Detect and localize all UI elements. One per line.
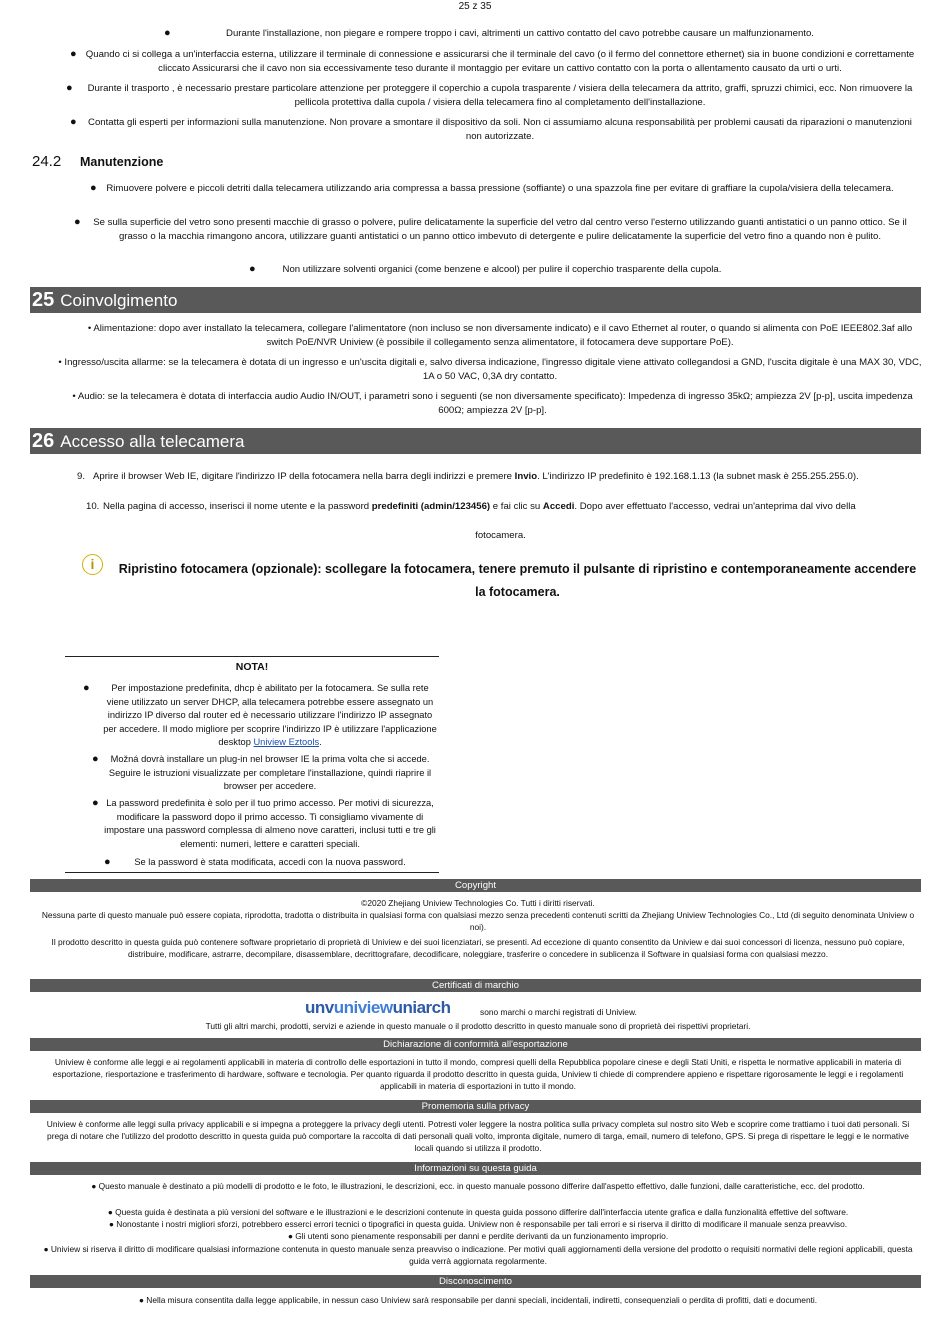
section-title: Manutenzione (80, 155, 164, 169)
note-bullet: ● La password predefinita è solo per il tuo primo accesso. Per motivi di sicurezza, modificare la password dopo il primo accesso. Ti consigliamo vivamente di impostare una password complessa di almeno nove caratteri, inclusi tutti e tre gli elementi: numeri, lettere e caratteri speciali. (92, 797, 436, 849)
bullet-icon: ● (104, 856, 111, 868)
bullet-icon: ● (108, 1219, 117, 1229)
copyright-line: Nessuna parte di questo manuale può essere copiata, riprodotta, tradotta o distribuita in qualsiasi forma con qualsiasi mezzo senza precedenti contenuti scritti da Zhejiang Uniview Technologies Co., Ltd (di seguito denominata Uniview o noi). (41, 910, 915, 933)
step-9: Aprire il browser Web IE, digitare l'indirizzo IP della fotocamera nella barra degli indirizzi e premere Invio. L'indirizzo IP predefinito è 192.168.1.13 (la subnet mask è 255.255.255.0). (93, 471, 859, 482)
export-text: Uniview è conforme alle leggi e ai regolamenti applicabili in materia di controllo delle esportazioni in tutto il mondo, compresi quelli della Repubblica popolare cinese e degli Stati Uniti, e rispetta le normative applicabili in materia di esportazione, riesportazione e trasferimento di hardware, software e tecnologia. Per quanto riguarda il prodotto descritto in questa guida, Uniview ti chiede di comprendere appieno e rispettare rigorosamente le leggi e i regolamenti applicabili in materia di esportazioni in tutto il mondo. (52, 1057, 904, 1092)
bullet-icon: ● (70, 48, 77, 60)
bullet-icon: ● (74, 216, 81, 228)
note-bullet: ● Per impostazione predefinita, dhcp è abilitato per la fotocamera. Se sulla rete viene utilizzato un server DHCP, alla telecamera potrebbe essere assegnato un indirizzo IP diverso dal router ed è necessario utilizzare l'indirizzo IP assegnato per accedere. Il modo migliore per scoprire l'indirizzo IP è utilizzare l'applicazione desktop Uniview Eztools. (83, 682, 437, 748)
note-title: NOTA! (235, 661, 269, 673)
disclaimer-header: Disconoscimento (30, 1275, 921, 1288)
reset-instruction: Ripristino fotocamera (opzionale): scollegare la fotocamera, tenere premuto il pulsante di ripristino e contemporaneamente accendere la fotocamera. (118, 562, 917, 599)
about-bullet: ● Questo manuale è destinato a più modelli di prodotto e le foto, le illustrazioni, le descrizioni, ecc. in questo manuale possono differire dall'aspetto effettivo, dalle funzioni, dalle caratteristiche, ecc. del prodotto. (91, 1181, 865, 1191)
copyright-header: Copyright (30, 879, 921, 892)
step-10-number: 10. (86, 501, 100, 512)
connection-item: • Ingresso/uscita allarme: se la telecamera è dotata di un ingresso e un'uscita digitali e, salvo diversa indicazione, l'ingresso digitale viene attivato collegandosi a GND, l'uscita digitale è una MAX 30, VDC, 1A o 50 VAC, 0,3A dry contatto. (58, 357, 922, 382)
about-bullet: ● Nonostante i nostri migliori sforzi, potrebbero esserci errori tecnici o tipografici in questa guida. Uniview non è responsabile per tali errori e si riserva il diritto di modificare il manuale senza preavviso. (108, 1219, 848, 1229)
step-10-continuation: fotocamera. (475, 530, 526, 541)
maintenance-bullet: ● Rimuovere polvere e piccoli detriti dalla telecamera utilizzando aria compressa a bassa pressione (soffiante) o una spazzola fine per evitare di graffiare la cupola/visiera della telecamera. (90, 182, 894, 194)
bullet-icon: ● (138, 1295, 147, 1305)
step-10: Nella pagina di accesso, inserisci il nome utente e la password predefiniti (admin/123456) e fai clic su Accedi. Dopo aver effettuato l'accesso, vedrai un'anteprima dal vivo della (103, 501, 856, 512)
privacy-text: Uniview è conforme alle leggi sulla privacy applicabili e si impegna a proteggere la privacy degli utenti. Potresti voler leggere la nostra politica sulla privacy completa sul nostro sito Web e scoprire come trattiamo i tuoi dati personali. Si prega di notare che l'utilizzo del prodotto descritto in questa guida può comportare la raccolta di dati personali quali volto, impronta digitale, numero di targa, email, numero di telefono, GPS. Si prega di rispettare le leggi e le normative locali quando si utilizza il prodotto. (46, 1119, 910, 1154)
note-bullet: ● Se la password è stata modificata, accedi con la nuova password. (104, 856, 406, 868)
bullet-icon: ● (43, 1244, 51, 1254)
bullet-icon: ● (70, 116, 77, 128)
privacy-header: Promemoria sulla privacy (30, 1100, 921, 1113)
connection-item: • Audio: se la telecamera è dotata di interfaccia audio Audio IN/OUT, i parametri sono i seguenti (se non diversamente specificato): Impedenza di ingresso 35kΩ; ampiezza 2V [p-p], uscita impedenza 600Ω; ampiezza 2V [p-p]. (72, 391, 913, 416)
export-header: Dichiarazione di conformità all'esportazione (30, 1038, 921, 1051)
about-header: Informazioni su questa guida (30, 1162, 921, 1175)
bullet-icon: ● (107, 1207, 116, 1217)
copyright-line: ©2020 Zhejiang Uniview Technologies Co. Tutti i diritti riservati. (361, 898, 595, 908)
disclaimer-bullet: ● Nella misura consentita dalla legge applicabile, in nessun caso Uniview sarà responsabile per danni speciali, incidentali, indiretti, consequenziali o perdita di profitti, dati e documenti. (138, 1295, 818, 1305)
bullet-icon: ● (91, 1181, 99, 1191)
trademark-header: Certificati di marchio (30, 979, 921, 992)
about-bullet: ● Questa guida è destinata a più versioni del software e le illustrazioni e le descrizioni contenute in questa guida possono differire dall'interfaccia utente grafica e dalla funzionalità effettive del software. (107, 1207, 849, 1217)
bullet-icon: ● (249, 263, 256, 275)
bullet-icon: ● (90, 182, 97, 194)
eztools-link[interactable]: Uniview Eztools (253, 737, 320, 748)
connection-item: • Alimentazione: dopo aver installato la telecamera, collegare l'alimentatore (non incluso se non diversamente indicato) e il cavo Ethernet al router, o quando si alimenta con PoE IEEE802.3af allo switch PoE/NVR Uniview (è possibile il collegamento senza alimentatore, il fotocamera deve supportare PoE). (87, 323, 913, 348)
trademark-line: Tutti gli altri marchi, prodotti, servizi e aziende in questo manuale o il prodotto descritto in questo manuale sono di proprietà dei rispettivi proprietari. (205, 1021, 751, 1031)
intro-bullet: ● Contatta gli esperti per informazioni sulla manutenzione. Non provare a smontare il dispositivo da soli. Non ci assumiamo alcuna responsabilità per problemi causati da riparazioni o manutenzioni non autorizzate. (70, 116, 912, 142)
trademark-line: sono marchi o marchi registrati di Uniview. (480, 1007, 637, 1017)
intro-bullet: ● Durante l'installazione, non piegare e rompere troppo i cavi, altrimenti un cattivo contatto del cavo potrebbe causare un malfunzionamento. (164, 27, 814, 39)
bullet-icon: ● (287, 1231, 296, 1241)
about-bullet: ● Uniview si riserva il diritto di modificare qualsiasi informazione contenuta in questo manuale senza preavviso o indicazione. Per motivi quali aggiornamenti della versione del prodotto o requisiti normativi delle regioni applicabili, questa guida verrà aggiornata regolarmente. (43, 1244, 913, 1267)
bullet-icon: ● (92, 753, 99, 765)
section-header-26: 26 Accesso alla telecamera (30, 428, 921, 454)
brand-logos: unvuniviewuniarch (305, 998, 451, 1017)
section-number: 24.2 (32, 153, 62, 170)
maintenance-bullet: ● Se sulla superficie del vetro sono presenti macchie di grasso o polvere, pulire delicatamente la superficie del vetro dal centro verso l'esterno utilizzando guanti antistatici o un panno ottico. Se il grasso o la macchia rimangono ancora, utilizzare guanti antistatici o un panno ottico imbevuto di detergente e pulire delicatamente la superficie del vetro fino a quando non è pulito. (74, 216, 907, 242)
bullet-icon: ● (92, 797, 99, 809)
about-bullet: ● Gli utenti sono pienamente responsabili per danni e perdite derivanti da un funzionamento improprio. (287, 1231, 669, 1241)
bullet-icon: ● (83, 682, 90, 694)
bullet-icon: ● (164, 27, 171, 39)
intro-bullet: ● Quando ci si collega a un'interfaccia esterna, utilizzare il terminale di connessione e assicurarsi che il terminale del cavo (o il fermo del connettore ethernet) sia in buone condizioni e correttamente cliccato Assicurarsi che il cavo non sia eccessivamente teso durante il montaggio per evitare un cattivo contatto con la porta o allentamento causato da urti o urti. (70, 48, 915, 74)
copyright-line: Il prodotto descritto in questa guida può contenere software proprietario di proprietà di Uniview e dei suoi licenziatari, se presenti. Ad eccezione di quanto consentito da Uniview e dai suoi concessori di licenza, nessuno può copiare, distribuire, modificare, astrarre, decompilare, disassemblare, decrittografare, decodificare, noleggiare, trasferire o concedere in sublicenza il Software in qualsiasi forma con qualsiasi mezzo. (51, 937, 905, 960)
info-icon: i (82, 554, 103, 575)
maintenance-bullet: ● Non utilizzare solventi organici (come benzene e alcool) per pulire il coperchio trasparente della cupola. (249, 263, 722, 275)
section-header-25: 25 Coinvolgimento (30, 287, 921, 313)
page-number: 25 z 35 (458, 1, 492, 12)
step-9-number: 9. (77, 471, 86, 482)
note-bullet: ● Možná dovrà installare un plug-in nel browser IE la prima volta che si accede. Seguire le istruzioni visualizzate per completare l'installazione, quindi riaprire il browser per accedere. (92, 753, 432, 792)
intro-bullet: ● Durante il trasporto , è necessario prestare particolare attenzione per proteggere il coperchio a cupola trasparente / visiera della telecamera da attrito, graffi, spruzzi chimici, ecc. Non rimuovere la pellicola protettiva dalla cupola / visiera della telecamera fino al completamento dell'installazione. (66, 82, 913, 108)
bullet-icon: ● (66, 82, 73, 94)
